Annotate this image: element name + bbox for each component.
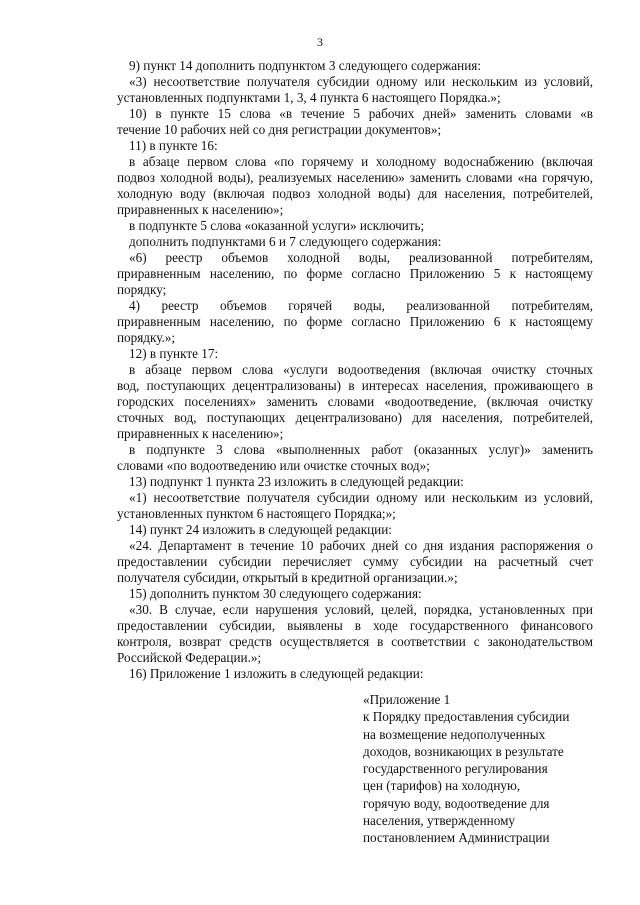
text-line: контроля, возврат средств осуществляется в соответствии с законодательством	[117, 634, 593, 649]
text-line: предоставлении субсидии перечисляет сумму субсидии на расчетный счет	[117, 554, 593, 569]
appendix-line: к Порядку предоставления субсидии	[363, 709, 570, 725]
appendix-line: «Приложение 1	[363, 692, 451, 707]
appendix-line: населения, утвержденному	[363, 813, 516, 829]
text-line: приравненных к населению»;	[117, 426, 284, 441]
appendix-line: цен (тарифов) на холодную,	[363, 778, 521, 794]
text-line: 9) пункт 14 дополнить подпунктом 3 следующего содержания:	[129, 58, 481, 73]
text-line: 11) в пункте 16:	[129, 138, 218, 153]
text-line: холодную воду (включая подвоз холодной воды) для населения, потребителей,	[117, 186, 593, 201]
text-line: течение 10 рабочих ней со дня регистрации документов»;	[117, 122, 442, 137]
text-line: 10) в пункте 15 слова «в течение 5 рабочих дней» заменить словами «в	[129, 106, 593, 121]
text-line: «6) реестр объемов холодной воды, реализованной потребителям,	[129, 250, 593, 265]
text-line: «24. Департамент в течение 10 рабочих дней со дня издания распоряжения о	[129, 538, 593, 553]
text-line: словами «по водоотведению или очистке сточных вод»;	[117, 458, 430, 473]
text-line: предоставлении субсидии, выявлены в ходе государственного финансового	[117, 618, 593, 633]
text-line: Российской Федерации.»;	[117, 650, 262, 665]
text-line: «30. В случае, если нарушения условий, целей, порядка, установленных при	[129, 602, 593, 617]
appendix-line: доходов, возникающих в результате	[363, 743, 564, 759]
text-line: установленных подпунктами 1, 3, 4 пункта 6 настоящего Порядка.»;	[117, 90, 501, 105]
text-line: приравненных к населению»;	[117, 202, 284, 217]
text-line: в подпункте 5 слова «оказанной услуги» исключить;	[129, 218, 425, 233]
text-line: вод, поступающих децентрализованы) в интересах населения, проживающего в	[117, 378, 593, 393]
text-line: городских поселениях» заменить словами «водоотведение, (включая очистку	[117, 394, 593, 409]
text-line: дополнить подпунктами 6 и 7 следующего содержания:	[129, 234, 442, 249]
text-line: 4) реестр объемов горячей воды, реализованной потребителям,	[129, 298, 593, 313]
appendix-line: горячую воду, водоотведение для	[363, 795, 550, 811]
text-line: 13) подпункт 1 пункта 23 изложить в следующей редакции:	[129, 474, 464, 489]
text-line: в абзаце первом слова «услуги водоотведения (включая очистку сточных	[129, 362, 593, 377]
appendix-line: на возмещение недополученных	[363, 726, 546, 742]
text-line: получателя субсидии, открытый в кредитной организации.»;	[117, 570, 458, 585]
text-line: 14) пункт 24 изложить в следующей редакции:	[129, 522, 392, 537]
text-line: 15) дополнить пунктом 30 следующего содержания:	[129, 586, 422, 601]
text-line: приравненным населению, по форме согласно Приложению 5 к настоящему	[117, 266, 593, 281]
appendix-line: государственного регулирования	[363, 761, 548, 777]
text-line: порядку.»;	[117, 330, 176, 345]
text-line: «3) несоответствие получателя субсидии одному или нескольким из условий,	[129, 74, 593, 89]
text-line: в подпункте 3 слова «выполненных работ (оказанных услуг)» заменить	[129, 442, 593, 457]
appendix-line: постановлением Администрации	[363, 830, 550, 846]
document-body	[117, 58, 593, 682]
text-line: «1) несоответствие получателя субсидии одному или нескольким из условий,	[129, 490, 593, 505]
text-line: установленных пунктом 6 настоящего Порядка;»;	[117, 506, 396, 521]
text-line: 12) в пункте 17:	[129, 346, 219, 361]
text-line: в абзаце первом слова «по горячему и холодному водоснабжению (включая	[129, 154, 593, 169]
text-line: сточных вод, поступающих децентрализовано) для населения, потребителей,	[117, 410, 593, 425]
text-line: подвоз холодной воды), реализуемых населению» заменить словами «на горячую,	[117, 170, 593, 185]
text-line: приравненным населению, по форме согласно Приложению 6 к настоящему	[117, 314, 593, 329]
page-number: 3	[317, 35, 323, 49]
text-line: 16) Приложение 1 изложить в следующей редакции:	[129, 666, 424, 681]
appendix-block	[363, 691, 603, 847]
text-line: порядку;	[117, 282, 167, 297]
